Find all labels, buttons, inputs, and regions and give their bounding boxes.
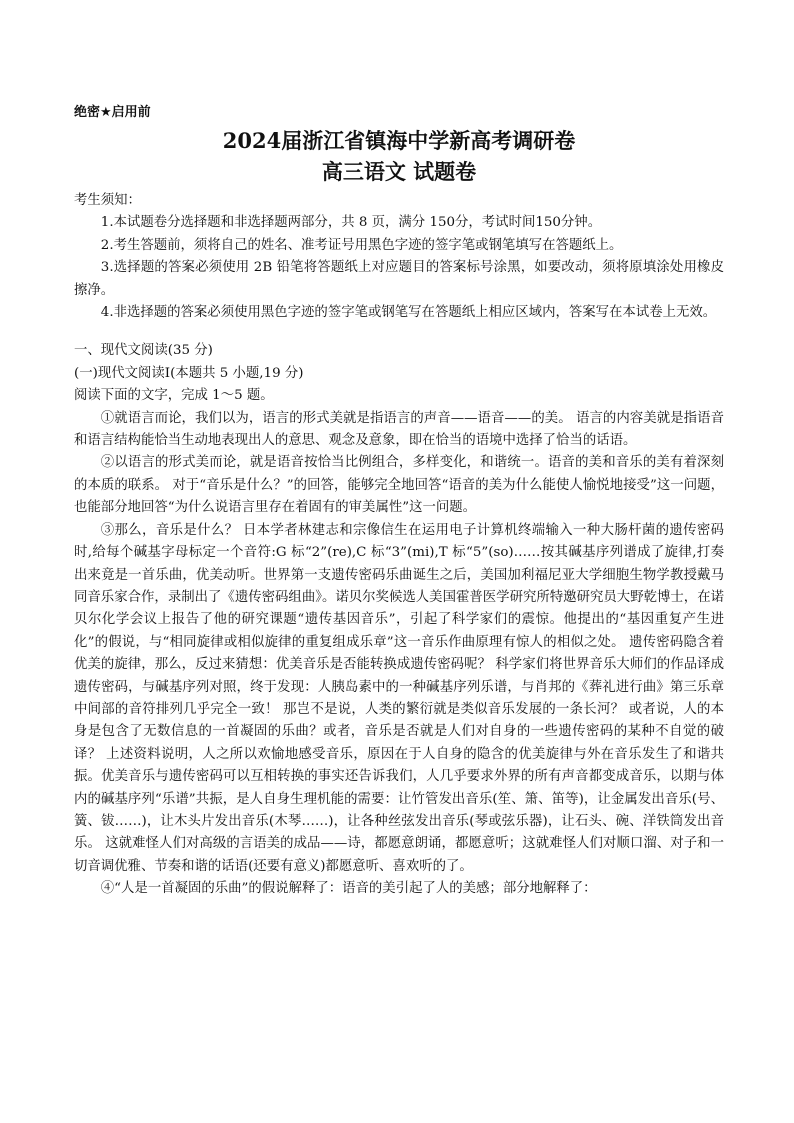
exam-title: 2024届浙江省镇海中学新高考调研卷 — [222, 128, 576, 153]
exam-page — [74, 100, 724, 901]
notice-item: 4.非选择题的答案必须使用黑色字迹的签字笔或钢笔写在答题纸上相应区域内，答案写在本试卷上无效。 — [100, 305, 717, 321]
exam-subtitle: 高三语文 试题卷 — [321, 159, 477, 184]
notice-item: 1.本试题卷分选择题和非选择题两部分，共 8 页，满分 150分，考试时间150分钟。 — [100, 215, 602, 231]
passage-paragraph: ②以语言的形式美而论，就是语音按恰当比例组合，多样变化，和谐统一。语音的美和音乐的美有着深刻的本质的联系。 对于“音乐是什么？”的回答，能够完全地回答“语音的美为什么能使人愉悦地接受”这一问题，也能部分地回答“为什么说语言里存在着固有的审美属性”这一问题。 — [74, 455, 724, 516]
passage-paragraph: ①就语言而论，我们以为，语言的形式美就是指语言的声音——语音——的美。 语言的内容美就是指语音和语言结构能恰当生动地表现出人的意思、观念及意象，即在恰当的语境中选择了恰当的话语。 — [74, 410, 724, 449]
notice-block — [74, 190, 724, 324]
notice-item: 3.选择题的答案必须使用 2B 铅笔将答题纸上对应题目的答案标号涂黑，如要改动，须将原填涂处用橡皮擦净。 — [74, 260, 724, 298]
section-heading: 一、现代文阅读(35 分) — [74, 343, 213, 359]
section-subheading: (一)现代文阅读Ⅰ(本题共 5 小题,19 分) — [74, 365, 304, 381]
section-instruction: 阅读下面的文字，完成 1～5 题。 — [74, 388, 274, 404]
notice-item: 2.考生答题前，须将自己的姓名、准考证号用黑色字迹的签字笔或钢笔填写在答题纸上。 — [100, 237, 623, 253]
notice-heading: 考生须知： — [74, 193, 141, 208]
reading-section — [74, 340, 724, 900]
confidential-mark: 绝密★启用前 — [74, 105, 151, 120]
passage-paragraph: ④“人是一首凝固的乐曲”的假说解释了：语音的美引起了人的美感；部分地解释了： — [100, 881, 597, 897]
passage-paragraph: ③那么，音乐是什么？ 日本学者林建志和宗像信生在运用电子计算机终端输入一种大肠杆菌的遗传密码时,给每个碱基字母标定一个音符:G 标“2”(re),C 标“3”(mi),T 标“5”(so)……按其碱基序列谱成了旋律,打奏出来竟是一首乐曲，优美动听。世界第一支遗传密码乐曲诞生之后，美国加利福尼亚大学细胞生物学教授戴马同音乐家合作，录制出了《遗传密码组曲》。诺贝尔奖候选人美国霍普医学研究所特邀研究员大野乾博士，在诺贝尔化学会议上报告了他的研究课题“遗传基因音乐”，引起了科学家们的震惊。他提出的“基因重复产生进化”的假说，与“相同旋律或相似旋律的重复组成乐章”这一音乐作曲原理有惊人的相似之处。 遗传密码隐含着优美的旋律，那么，反过来猜想：优美音乐是否能转换成遗传密码呢？ 科学家们将世界音乐大师们的作品译成遗传密码，与碱基序列对照，终于发现：人胰岛素中的一种碱基序列乐谱，与肖邦的《葬礼进行曲》第三乐章中间部的音符排列几乎完全一致！ 那岂不是说，人类的繁衍就是类似音乐发展的一条长河？ 或者说，人的本身是包含了无数信息的一首凝固的乐曲？或者，音乐是否就是人们对自身的一些遗传密码的某种不自觉的破译？ 上述资料说明，人之所以欢愉地感受音乐，原因在于人自身的隐含的优美旋律与外在音乐发生了和谐共振。优美音乐与遗传密码可以互相转换的事实还告诉我们，人几乎要求外界的所有声音都变成音乐，以期与体内的碱基序列“乐谱”共振，是人自身生理机能的需要：让竹管发出音乐(笙、箫、笛等)，让金属发出音乐(号、簧、钹……)，让木头片发出音乐(木琴……)，让各种丝弦发出音乐(琴或弦乐器)，让石头、碗、洋铁筒发出音乐。 这就难怪人们对高级的言语美的成品——诗，都愿意朗诵，都愿意听；这就难怪人们对顺口溜、对子和一切音调优雅、节奏和谐的话语(还要有意义)都愿意听、喜欢听的了。 — [74, 522, 724, 874]
